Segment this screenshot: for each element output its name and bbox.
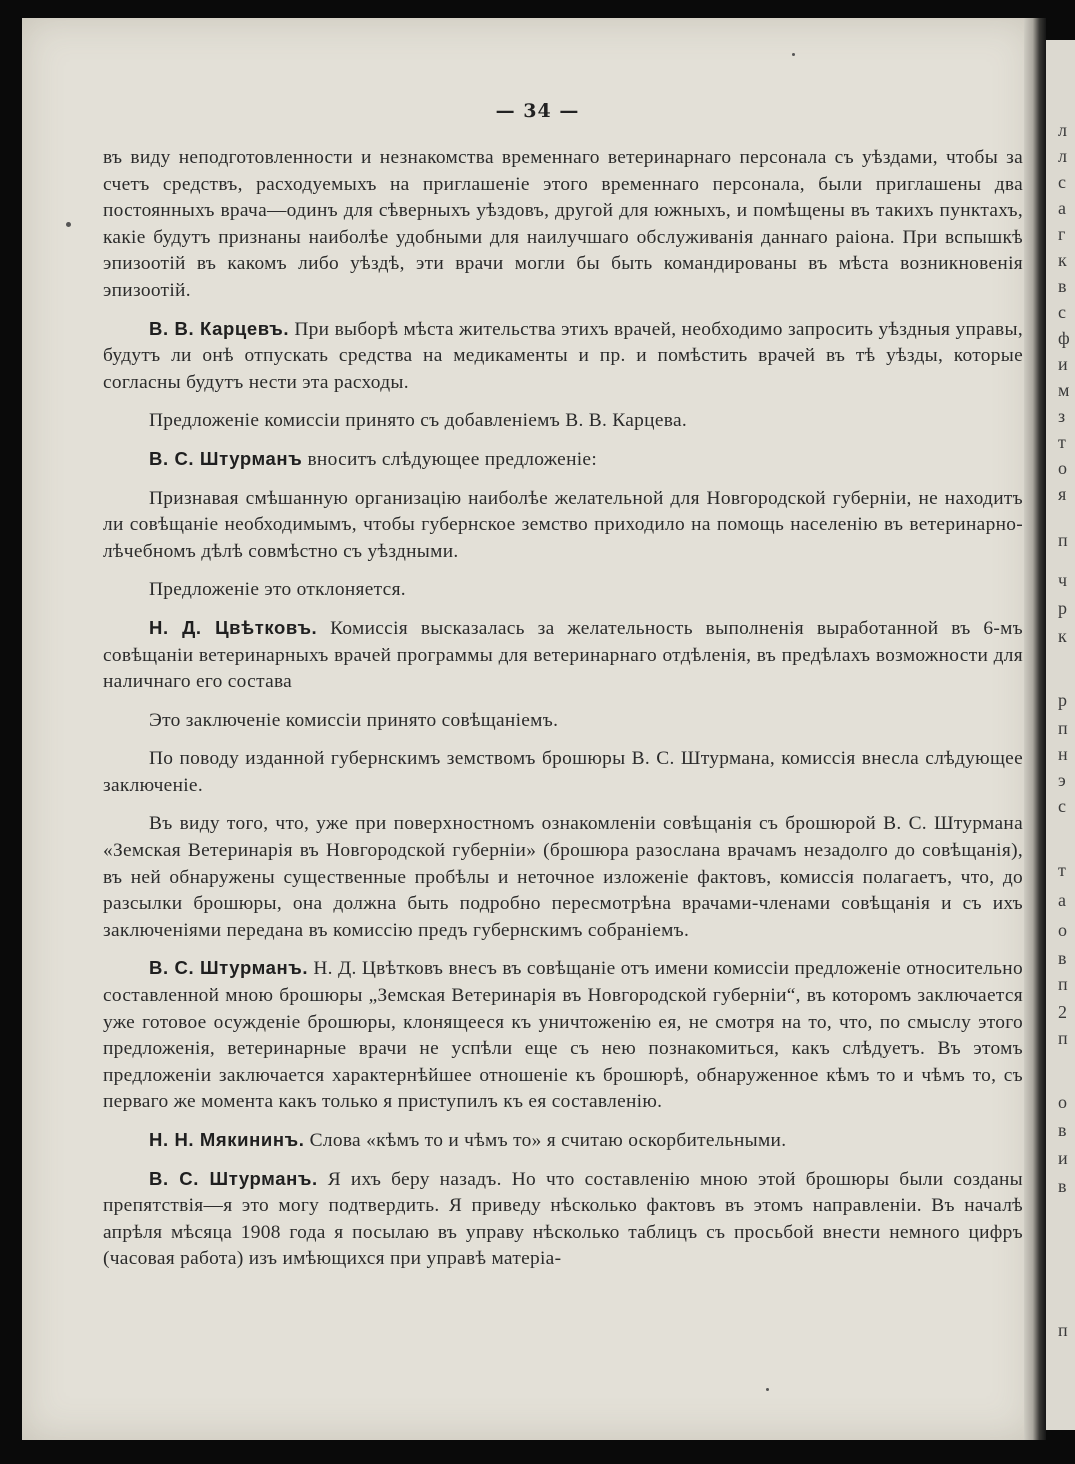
facing-page-fragment: я bbox=[1058, 484, 1067, 504]
paragraph-text: въ виду неподготовленности и незнакомства временнаго ветеринарнаго персонала съ уѣздами, чтобы за счетъ средствъ, расходуемыхъ на приглашеніе этого временнаго персонала, были приглашены два постоянныхъ врача—одинъ для сѣверныхъ уѣздовъ, другой для южныхъ, и помѣщены въ такихъ пунктахъ, какіе будутъ признаны наиболѣе удобными для наилучшаго обслуживанія даннаго раіона. При вспышкѣ эпизоотій въ какомъ либо уѣздѣ, эти врачи могли бы быть командированы въ мѣста возникновенія эпизоотій. bbox=[103, 147, 1023, 301]
paragraph-text: По поводу изданной губернскимъ земствомъ брошюры В. С. Штурмана, комиссія внесла слѣдующее заключеніе. bbox=[103, 748, 1023, 796]
facing-page-fragment: п bbox=[1058, 974, 1068, 994]
paragraph bbox=[103, 1166, 1023, 1273]
paragraph bbox=[103, 576, 1023, 604]
facing-page-fragment: ч bbox=[1058, 570, 1068, 590]
paragraph bbox=[103, 745, 1023, 799]
facing-page-fragment: м bbox=[1058, 380, 1070, 400]
facing-page-fragment: п bbox=[1058, 718, 1068, 738]
speaker: Н. Н. Мякининъ. bbox=[149, 1129, 305, 1150]
facing-page-fragment: в bbox=[1058, 948, 1067, 968]
paragraph-text: Слова «кѣмъ то и чѣмъ то» я считаю оскорбительными. bbox=[309, 1130, 787, 1151]
paragraph-text: Предложеніе это отклоняется. bbox=[149, 579, 406, 601]
facing-page-fragment: н bbox=[1058, 744, 1068, 764]
facing-page-fragment: ф bbox=[1058, 328, 1070, 348]
page-number: — 34 — bbox=[495, 100, 580, 122]
facing-page-edge bbox=[1046, 40, 1075, 1430]
facing-page-fragment: о bbox=[1058, 920, 1067, 940]
paragraph-text: Въ виду того, что, уже при поверхностномъ ознакомленіи совѣщанія съ брошюрой В. С. Штурмана «Земская Ветеринарія въ Новгородской губерніи» (брошюра разослана врачамъ незадолго до совѣщанія), въ ней обнаружены существенные пробѣлы и неточное изложеніе фактовъ, комиссія полагаетъ, что, до разсылки брошюры, она должна быть подробно пересмотрѣна врачами-членами совѣщанія и съ ихъ заключеніями передана въ комиссію предъ губернскимъ собраніемъ. bbox=[103, 813, 1023, 941]
facing-page-fragment: л bbox=[1058, 120, 1067, 140]
speck bbox=[766, 1388, 769, 1391]
paragraph-text: Предложеніе комиссіи принято съ добавленіемъ В. В. Карцева. bbox=[149, 410, 687, 432]
facing-page-fragment: о bbox=[1058, 1092, 1067, 1112]
facing-page-fragment: в bbox=[1058, 1120, 1067, 1140]
facing-page-fragment: п bbox=[1058, 530, 1068, 550]
facing-page-fragment: т bbox=[1058, 432, 1066, 452]
facing-page-fragment: а bbox=[1058, 198, 1066, 218]
facing-page-fragment: к bbox=[1058, 250, 1067, 270]
facing-page-fragment: э bbox=[1058, 770, 1066, 790]
speck bbox=[792, 53, 795, 56]
paragraph bbox=[103, 407, 1023, 435]
paragraph bbox=[103, 955, 1023, 1116]
facing-page-fragment: с bbox=[1058, 796, 1066, 816]
facing-page-fragment: и bbox=[1058, 1148, 1068, 1168]
paragraph-text: При выборѣ мѣста жительства этихъ врачей, необходимо запросить уѣздныя управы, будутъ ли онѣ отпускать средства на медикаменты и пр. и помѣстить врачей въ тѣ уѣзды, которые согласны будутъ нести эта расходы. bbox=[103, 318, 1023, 393]
document-body bbox=[103, 144, 1023, 1284]
speaker: В. С. Штурманъ. bbox=[149, 1167, 318, 1189]
speck bbox=[66, 222, 71, 227]
book-gutter bbox=[1024, 18, 1046, 1440]
facing-page-fragment: г bbox=[1058, 224, 1066, 244]
facing-page-fragment: р bbox=[1058, 690, 1067, 710]
facing-page-fragment: с bbox=[1058, 302, 1066, 322]
facing-page-fragment: в bbox=[1058, 1176, 1067, 1196]
paragraph-text: Н. Д. Цвѣтковъ внесъ въ совѣщаніе отъ имени комиссіи предложеніе относительно составленной мною брошюры „Земская Ветеринарія въ Новгородской губерніи“, въ которомъ заключается уже готовое осужденіе брошюры, клонящееся къ уничтоженію ея, не смотря на то, что, по смыслу этого предложенія, ветеринарные врачи не успѣли еще съ нею познакомиться, какъ слѣдуетъ. Въ этомъ предложеніи заключается характернѣйшее отношеніе къ брошюрѣ, обнаруженное кѣмъ то и чѣмъ то, съ перваго же момента какъ только я приступилъ къ ея составленію. bbox=[103, 958, 1023, 1113]
facing-page-fragment: к bbox=[1058, 626, 1067, 646]
facing-page-fragment: п bbox=[1058, 1320, 1068, 1340]
speaker: В. С. Штурманъ bbox=[149, 447, 303, 469]
paragraph bbox=[103, 707, 1023, 735]
paragraph bbox=[103, 1127, 1023, 1155]
facing-page-fragment: в bbox=[1058, 276, 1067, 296]
paragraph bbox=[103, 316, 1023, 397]
facing-page-fragment: з bbox=[1058, 406, 1066, 426]
paragraph-text: Я ихъ беру назадъ. Но что составленію мною этой брошюры были созданы препятствія—я это могу подтвердить. Я приведу нѣсколько фактовъ въ этомъ направленіи. Въ началѣ апрѣля мѣсяца 1908 года я посылаю въ управу нѣсколько таблицъ съ просьбой внести немного цифръ (часовая работа) изъ имѣющихся при управѣ матеріа- bbox=[103, 1168, 1023, 1270]
facing-page-fragment: а bbox=[1058, 890, 1066, 910]
facing-page-fragment: п bbox=[1058, 1028, 1068, 1048]
facing-page-fragment: т bbox=[1058, 860, 1066, 880]
paragraph bbox=[103, 615, 1023, 696]
facing-page-fragment: о bbox=[1058, 458, 1067, 478]
paragraph-text: Признавая смѣшанную организацію наиболѣе желательной для Новгородской губерніи, не находитъ ли совѣщаніе необходимымъ, чтобы губернское земство приходило на помощь населенію въ ветеринарно-лѣчебномъ дѣлѣ совмѣстно съ уѣздными. bbox=[103, 487, 1023, 562]
paragraph bbox=[103, 446, 1023, 474]
speaker: Н. Д. Цвѣтковъ. bbox=[149, 616, 318, 638]
paragraph bbox=[103, 810, 1023, 944]
paragraph-text: Это заключеніе комиссіи принято совѣщаніемъ. bbox=[149, 709, 559, 731]
paragraph-text: вноситъ слѣдующее предложеніе: bbox=[307, 448, 598, 470]
facing-page-fragment: и bbox=[1058, 354, 1068, 374]
speaker: В. С. Штурманъ. bbox=[149, 957, 309, 979]
paragraph bbox=[103, 485, 1023, 566]
facing-page-fragment: с bbox=[1058, 172, 1066, 192]
paragraph-text: Комиссія высказалась за желательность выполненія выработанной въ 6-мъ совѣщаніи ветеринарныхъ врачей программы для ветеринарнаго отдѣленія, въ предѣлахъ возможности для наличнаго его состава bbox=[103, 617, 1024, 693]
facing-page-fragment: л bbox=[1058, 146, 1067, 166]
speaker: В. В. Карцевъ. bbox=[149, 317, 290, 339]
paragraph bbox=[103, 144, 1023, 305]
facing-page-fragment: р bbox=[1058, 598, 1067, 618]
facing-page-fragment: 2 bbox=[1058, 1002, 1067, 1022]
